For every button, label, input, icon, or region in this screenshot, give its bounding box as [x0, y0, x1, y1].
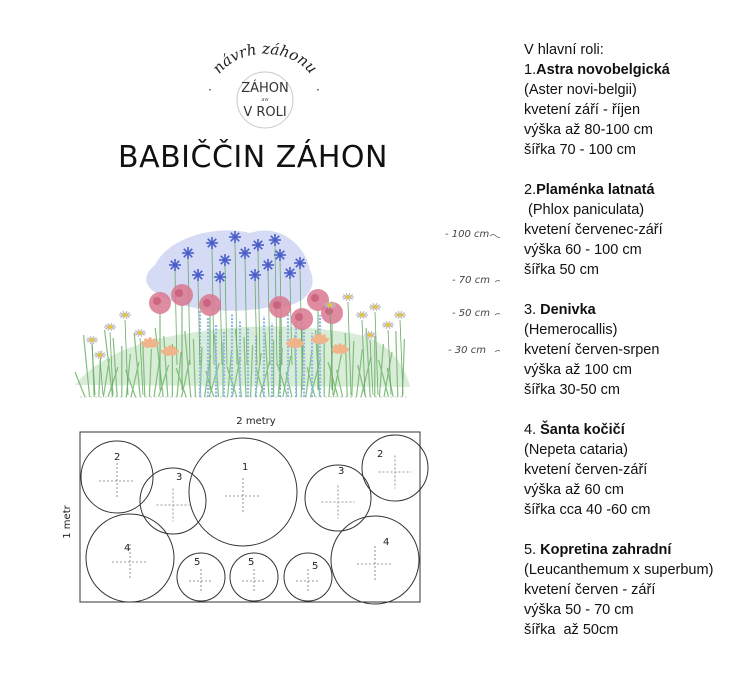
legend-plant-name: Kopretina zahradní: [540, 542, 672, 558]
legend-bloom: kvetení červen-září: [524, 462, 648, 478]
daisy-center: [138, 331, 142, 335]
phlox-detail: [311, 294, 319, 302]
plant-circles: [81, 435, 428, 604]
daisy-center: [386, 323, 390, 327]
legend-plant-name: Denivka: [540, 302, 596, 318]
bed-outline: [80, 432, 420, 602]
logo-small: aw: [261, 97, 269, 103]
legend-item-2: [524, 180, 754, 280]
plant-number: 4: [124, 543, 131, 554]
legend-width: šířka až 50cm: [524, 622, 619, 638]
legend-prefix: 1.: [524, 62, 537, 78]
legend-item-5: [524, 540, 754, 640]
page-title: BABIČČIN ZÁHON: [118, 140, 388, 175]
height-mark-50: - 50 cm: [452, 308, 490, 319]
legend-latin: (Nepeta cataria): [524, 442, 628, 458]
daisy-center: [368, 333, 372, 337]
legend-latin: (Aster novi-belgii): [524, 82, 637, 98]
phlox-detail: [295, 313, 303, 321]
daisy-center: [98, 353, 102, 357]
daisy-center: [123, 313, 127, 317]
plant-number: 5: [194, 557, 201, 568]
logo-line-1: ZÁHON: [241, 81, 289, 96]
phlox-detail: [203, 299, 211, 307]
legend-latin: (Phlox paniculata): [524, 202, 645, 218]
height-mark-30: - 30 cm: [448, 345, 486, 356]
daisy-center: [346, 295, 350, 299]
plant-circle-4: [86, 514, 174, 602]
plant-number: 2: [377, 449, 384, 460]
legend-width: šířka 70 - 100 cm: [524, 142, 637, 158]
plant-circle-5: [284, 553, 332, 601]
daisy-center: [360, 313, 364, 317]
legend-width: šířka 30-50 cm: [524, 382, 620, 398]
legend-plant-name: Astra novobelgická: [536, 62, 670, 78]
legend-bloom: kvetení červen-srpen: [524, 342, 660, 358]
legend-latin: (Hemerocallis): [524, 322, 618, 338]
plant-circle-5: [230, 553, 278, 601]
daisy-center: [398, 313, 402, 317]
phlox-detail: [153, 297, 161, 305]
legend-prefix: 3.: [524, 302, 541, 318]
plant-number: 3: [176, 472, 183, 483]
plant-legend: [524, 40, 754, 660]
legend-heading: V hlavní roli:: [524, 42, 604, 58]
logo-line-2: V ROLI: [243, 105, 287, 120]
legend-plant-name: Plaménka latnatá: [536, 182, 655, 198]
legend-prefix: 4.: [524, 422, 541, 438]
height-squiggle: [490, 235, 500, 238]
legend-bloom: kvetení červen - září: [524, 582, 656, 598]
plant-circle-2: [362, 435, 428, 501]
logo: [200, 38, 330, 133]
plant-number: 4: [383, 537, 390, 548]
legend-height: výška až 80-100 cm: [524, 122, 653, 138]
height-mark-70: - 70 cm: [452, 275, 490, 286]
legend-prefix: 5.: [524, 542, 541, 558]
plan-width-label: 2 metry: [236, 416, 276, 427]
legend-height: výška až 60 cm: [524, 482, 624, 498]
plant-number: 2: [114, 452, 121, 463]
legend-width: šířka 50 cm: [524, 262, 599, 278]
daisy-center: [373, 305, 377, 309]
legend-width: šířka cca 40 -60 cm: [524, 502, 651, 518]
legend-item-3: [524, 300, 754, 400]
logo-dot-right: ·: [316, 83, 320, 97]
plant-circle-5: [177, 553, 225, 601]
daisy-center: [328, 303, 332, 307]
logo-dot-left: ·: [208, 83, 212, 97]
legend-height: výška až 100 cm: [524, 362, 632, 378]
phlox-detail: [273, 301, 281, 309]
flowerbed-illustration: [70, 215, 500, 405]
leaf: [84, 335, 90, 397]
height-squiggle: [495, 351, 500, 354]
plant-number: 5: [312, 561, 319, 572]
height-squiggle: [495, 314, 500, 317]
plant-circle-2: [81, 441, 153, 513]
legend-latin: (Leucanthemum x superbum): [524, 562, 714, 578]
daisy-center: [108, 325, 112, 329]
plant-number: 3: [338, 466, 345, 477]
height-scale: [445, 229, 490, 356]
legend-plant-name: Šanta kočičí: [540, 422, 625, 438]
height-squiggle: [495, 281, 500, 284]
height-mark-100: - 100 cm: [445, 229, 490, 240]
logo-arc-text: návrh záhonu: [208, 39, 322, 78]
plant-number: 5: [248, 557, 255, 568]
plant-circle-4: [331, 516, 419, 604]
legend-bloom: kvetení září - říjen: [524, 102, 641, 118]
plan-height-label: 1 metr: [62, 505, 73, 539]
legend-item-1: [524, 60, 754, 160]
daisy-center: [90, 338, 94, 342]
legend-height: výška 50 - 70 cm: [524, 602, 634, 618]
legend-height: výška 60 - 100 cm: [524, 242, 642, 258]
plant-circle-3: [140, 468, 206, 534]
legend-item-4: [524, 420, 754, 520]
phlox-detail: [175, 289, 183, 297]
plant-circle-3: [305, 465, 371, 531]
planting-plan: [60, 410, 430, 610]
legend-prefix: 2.: [524, 182, 537, 198]
plant-number: 1: [242, 462, 249, 473]
legend-bloom: kvetení červenec-září: [524, 222, 663, 238]
illustration-drawing: [75, 230, 500, 397]
